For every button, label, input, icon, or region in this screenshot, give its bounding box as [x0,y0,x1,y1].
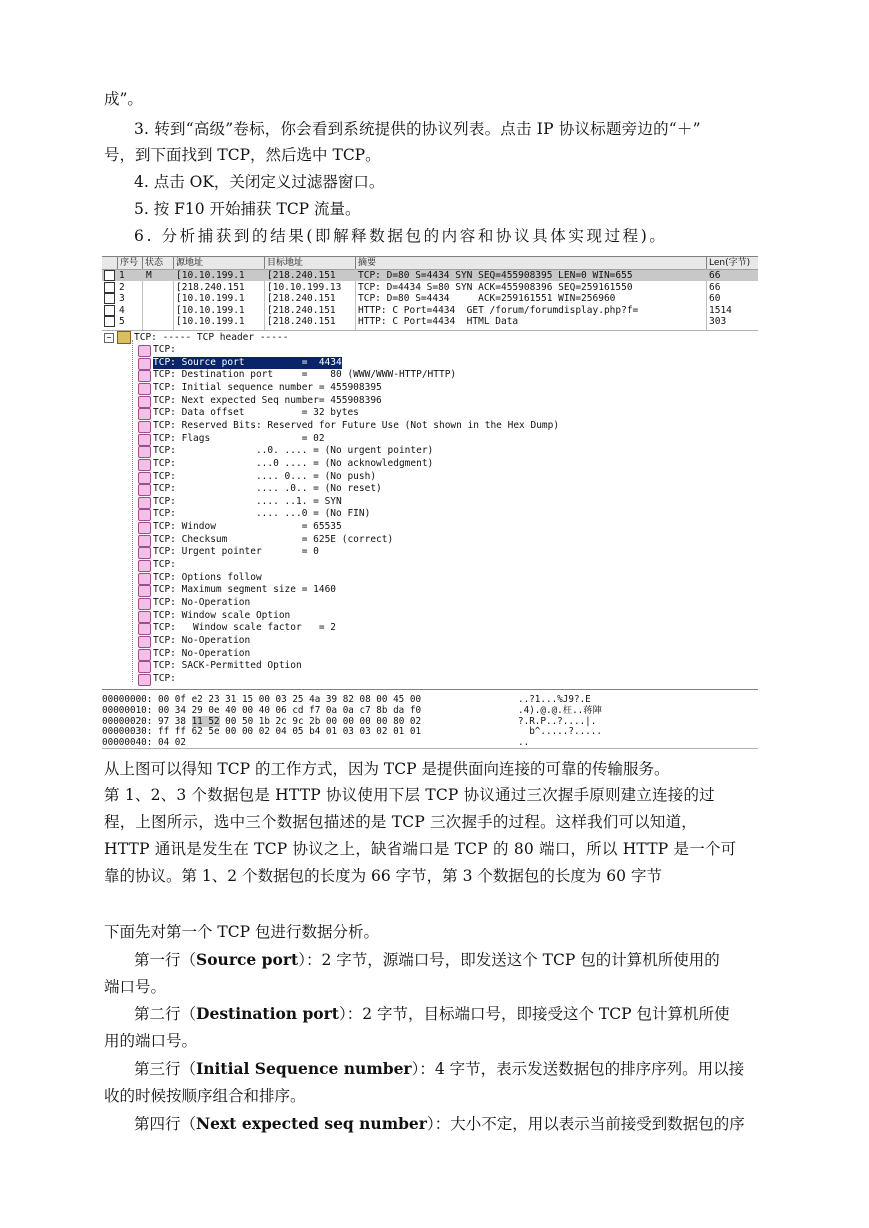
text-line-0: 成”。 [104,90,143,108]
field-icon [138,649,151,661]
packet-dst: [10.10.199.13 [267,281,342,293]
tree-node-label: TCP: No-Operation [153,647,251,659]
row2-cont: 用的端口号。 [104,1032,198,1050]
after-line-3: 程，上图所示，选中三个数据包描述的是 TCP 三次握手的过程。这样我们可以知道， [104,813,697,831]
row-checkbox[interactable] [104,305,115,316]
col-status[interactable]: 状态 [142,257,163,269]
hex-row [102,726,421,737]
step-3-line-1: 3. 转到“高级”卷标，你会看到系统提供的协议列表。点击 IP 协议标题旁边的“＋” [134,120,701,138]
packet-len: 66 [709,270,721,281]
tree-node-label: TCP: No-Operation [153,597,251,608]
tree-node-label: TCP: [153,344,176,355]
tree-node-label: TCP: ..0. .... = (No urgent pointer) [153,445,434,457]
hex-ascii: ..?1...%J9?.E [518,694,591,705]
field-icon [138,421,151,433]
tree-node-label: TCP: Maximum segment size = 1460 [153,584,337,596]
field-icon [138,446,151,458]
field-icon [138,408,151,420]
tree-node-label: TCP: Window scale factor = 2 [153,622,337,634]
after-line-1: 从上图可以得知 TCP 的工作方式，因为 TCP 是提供面向连接的可靠的传输服务。 [104,760,670,778]
capture-screenshot [102,249,758,749]
row-checkbox[interactable] [104,316,115,327]
packet-len: 303 [709,316,727,327]
tree-node-label: TCP: [153,559,176,571]
after-line-4: HTTP 通讯是发生在 TCP 协议之上，缺省端口是 TCP 的 80 端口，所以 HTTP 是一个可 [104,840,737,858]
tree-node-label: TCP: .... ..1. = SYN [153,495,342,507]
packet-len: 60 [709,293,721,304]
step-6: 6. 分析捕获到的结果(即解释数据包的内容和协议具体实现过程)。 [134,227,668,245]
packet-summary: TCP: D=80 S=4434 SYN SEQ=455908395 LEN=0 WIN=655 [358,270,633,281]
packet-row[interactable] [102,282,758,293]
tree-node-label: TCP: Reserved Bits: Reserved for Future Use (Not shown in the Hex Dump) [153,419,560,431]
field-icon [138,459,151,471]
tree-node-label: TCP: Initial sequence number = 455908395 [153,381,382,393]
hex-bytes-highlight: 11 52 [191,715,220,727]
field-icon [138,636,151,648]
hex-offset: 00000040: [102,737,153,749]
hex-row [102,705,421,716]
packet-no: 4 [119,304,125,316]
protocol-icon [117,331,131,344]
field-icon [138,497,151,509]
hex-dump[interactable] [102,689,758,749]
packet-src: [10.10.199.1 [176,293,245,304]
field-icon [138,560,151,572]
analysis-intro: 下面先对第一个 TCP 包进行数据分析。 [104,923,379,941]
tree-node-label: TCP: ...0 .... = (No acknowledgment) [153,457,434,469]
tree-node-label: TCP: Destination port = 80 (WWW/WWW-HTTP/HTTP) [153,369,457,381]
hex-row [102,737,186,748]
hex-row [102,694,421,705]
row1-desc: 第一行（Source port）：2 字节，源端口号，即发送这个 TCP 包的计算机所使用的 [134,950,720,969]
col-summary[interactable]: 摘要 [355,257,376,269]
tree-node-label: TCP: .... 0... = (No push) [153,470,377,482]
hex-ascii: b^.....?..... [518,726,602,738]
packet-list-header [102,257,758,270]
col-len[interactable]: Len(字节) [706,257,750,269]
packet-no: 2 [119,281,125,293]
row1-cont: 端口号。 [104,978,167,996]
field-icon [138,434,151,446]
tree-node-label: TCP: Checksum = 625E (correct) [153,533,394,545]
field-icon [138,358,151,370]
packet-no: 5 [119,316,125,327]
packet-dst: [218.240.151 [267,293,336,304]
packet-dst: [218.240.151 [267,304,336,316]
hex-bytes: 04 02 [157,737,186,749]
row-checkbox[interactable] [104,270,115,281]
step-3-line-2: 号，到下面找到 TCP，然后选中 TCP。 [104,146,381,164]
field-icon [138,598,151,610]
packet-no: 1 [119,270,125,281]
hex-offset: 00000030: [102,726,153,738]
hex-ascii: .. [518,737,530,749]
field-icon [138,370,151,382]
hex-bytes: 00 0f e2 23 31 15 00 03 25 4a 39 82 08 00 45 00 [157,694,422,705]
field-icon [138,573,151,585]
hex-ascii: .4).@.@.枉..蒋陣 [518,704,602,716]
row3-cont: 收的时候按顺序组合和排序。 [104,1087,306,1105]
row3-desc: 第三行（Initial Sequence number）：4 字节，表示发送数据包的排序序列。用以接 [134,1059,745,1078]
hex-row [102,716,421,727]
field-icon [138,623,151,635]
tree-node-label: TCP: Source port = 4434 [153,356,342,368]
col-src[interactable]: 源地址 [173,257,203,269]
field-icon [138,484,151,496]
tree-node-label: TCP: Next expected Seq number= 455908396 [153,394,382,406]
packet-dst: [218.240.151 [267,270,336,281]
col-dst[interactable]: 目标地址 [264,257,303,269]
packet-row[interactable] [102,270,758,281]
hex-bytes: 00 34 29 0e 40 00 40 06 cd f7 0a 0a c7 8b da f0 [157,704,422,716]
tree-node-label: TCP: Flags = 02 [153,432,325,444]
hex-offset: 00000020: [102,715,153,727]
tree-node-label: TCP: [153,672,176,684]
field-icon [138,547,151,559]
packet-no: 3 [119,293,125,304]
packet-row[interactable] [102,305,758,316]
packet-row[interactable] [102,316,758,327]
field-icon [138,661,151,673]
packet-summary: TCP: D=80 S=4434 ACK=259161551 WIN=256960 [358,293,616,304]
field-icon [138,674,151,686]
field-icon [138,509,151,521]
collapse-icon[interactable]: − [104,333,114,343]
field-icon [138,522,151,534]
tree-node-label: TCP: .... ...0 = (No FIN) [153,508,371,520]
field-icon [138,396,151,408]
tree-node-label: TCP: Data offset = 32 bytes [153,407,359,419]
hex-ascii: ?.R.P..?....|. [518,715,597,727]
field-icon [138,611,151,623]
step-5: 5. 按 F10 开始捕获 TCP 流量。 [134,200,361,218]
tree-root-label: TCP: ----- TCP header ----- [134,332,289,343]
tree-node-label: TCP: Urgent pointer = 0 [153,546,319,558]
packet-src: [218.240.151 [176,281,245,293]
hex-offset: 00000000: [102,694,153,705]
tree-node-label: TCP: SACK-Permitted Option [153,660,302,672]
packet-summary: HTTP: C Port=4434 GET /forum/forumdisplay.php?f= [358,304,639,316]
field-icon [138,585,151,597]
row-checkbox[interactable] [104,282,115,293]
hex-bytes: 00 50 1b 2c 9c 2b 00 00 00 00 80 02 [219,715,422,727]
field-icon [138,383,151,395]
packet-row[interactable] [102,293,758,304]
tree-node-label: TCP: Window scale Option [153,609,291,621]
hex-offset: 00000010: [102,704,153,716]
packet-len: 1514 [709,304,732,316]
after-line-5: 靠的协议。第 1、2 个数据包的长度为 66 字节，第 3 个数据包的长度为 60 字节 [104,867,662,885]
packet-src: [10.10.199.1 [176,270,245,281]
tree-node-label: TCP: Window = 65535 [153,521,342,533]
packet-src: [10.10.199.1 [176,304,245,316]
row-checkbox[interactable] [104,293,115,304]
packet-status: M [146,270,152,281]
step-4: 4. 点击 OK，关闭定义过滤器窗口。 [134,173,385,191]
field-icon [138,472,151,484]
packet-src: [10.10.199.1 [176,316,245,327]
hex-bytes: 97 38 [157,715,192,727]
field-icon [138,535,151,547]
decode-tree[interactable] [102,331,758,683]
packet-len: 66 [709,281,721,293]
tree-node-label: TCP: Options follow [153,571,262,583]
hex-bytes: ff ff 62 5e 00 00 02 04 05 b4 01 03 03 02 01 01 [157,726,422,738]
row2-desc: 第二行（Destination port）：2 字节，目标端口号，即接受这个 TCP 包计算机所使 [134,1004,730,1023]
packet-summary: HTTP: C Port=4434 HTML Data [358,316,519,327]
after-line-2: 第 1、2、3 个数据包是 HTTP 协议使用下层 TCP 协议通过三次握手原则建立连接的过 [104,786,715,804]
tree-node-label: TCP: .... .0.. = (No reset) [153,483,382,495]
row4-desc: 第四行（Next expected seq number）：大小不定，用以表示当前接受到数据包的序 [134,1114,745,1133]
packet-dst: [218.240.151 [267,316,336,327]
packet-summary: TCP: D=4434 S=80 SYN ACK=455908396 SEQ=259161550 [358,281,633,293]
packet-list[interactable] [102,256,758,331]
col-no[interactable]: 序号 [117,257,138,269]
field-icon [138,345,151,357]
tree-node-label: TCP: No-Operation [153,634,251,646]
